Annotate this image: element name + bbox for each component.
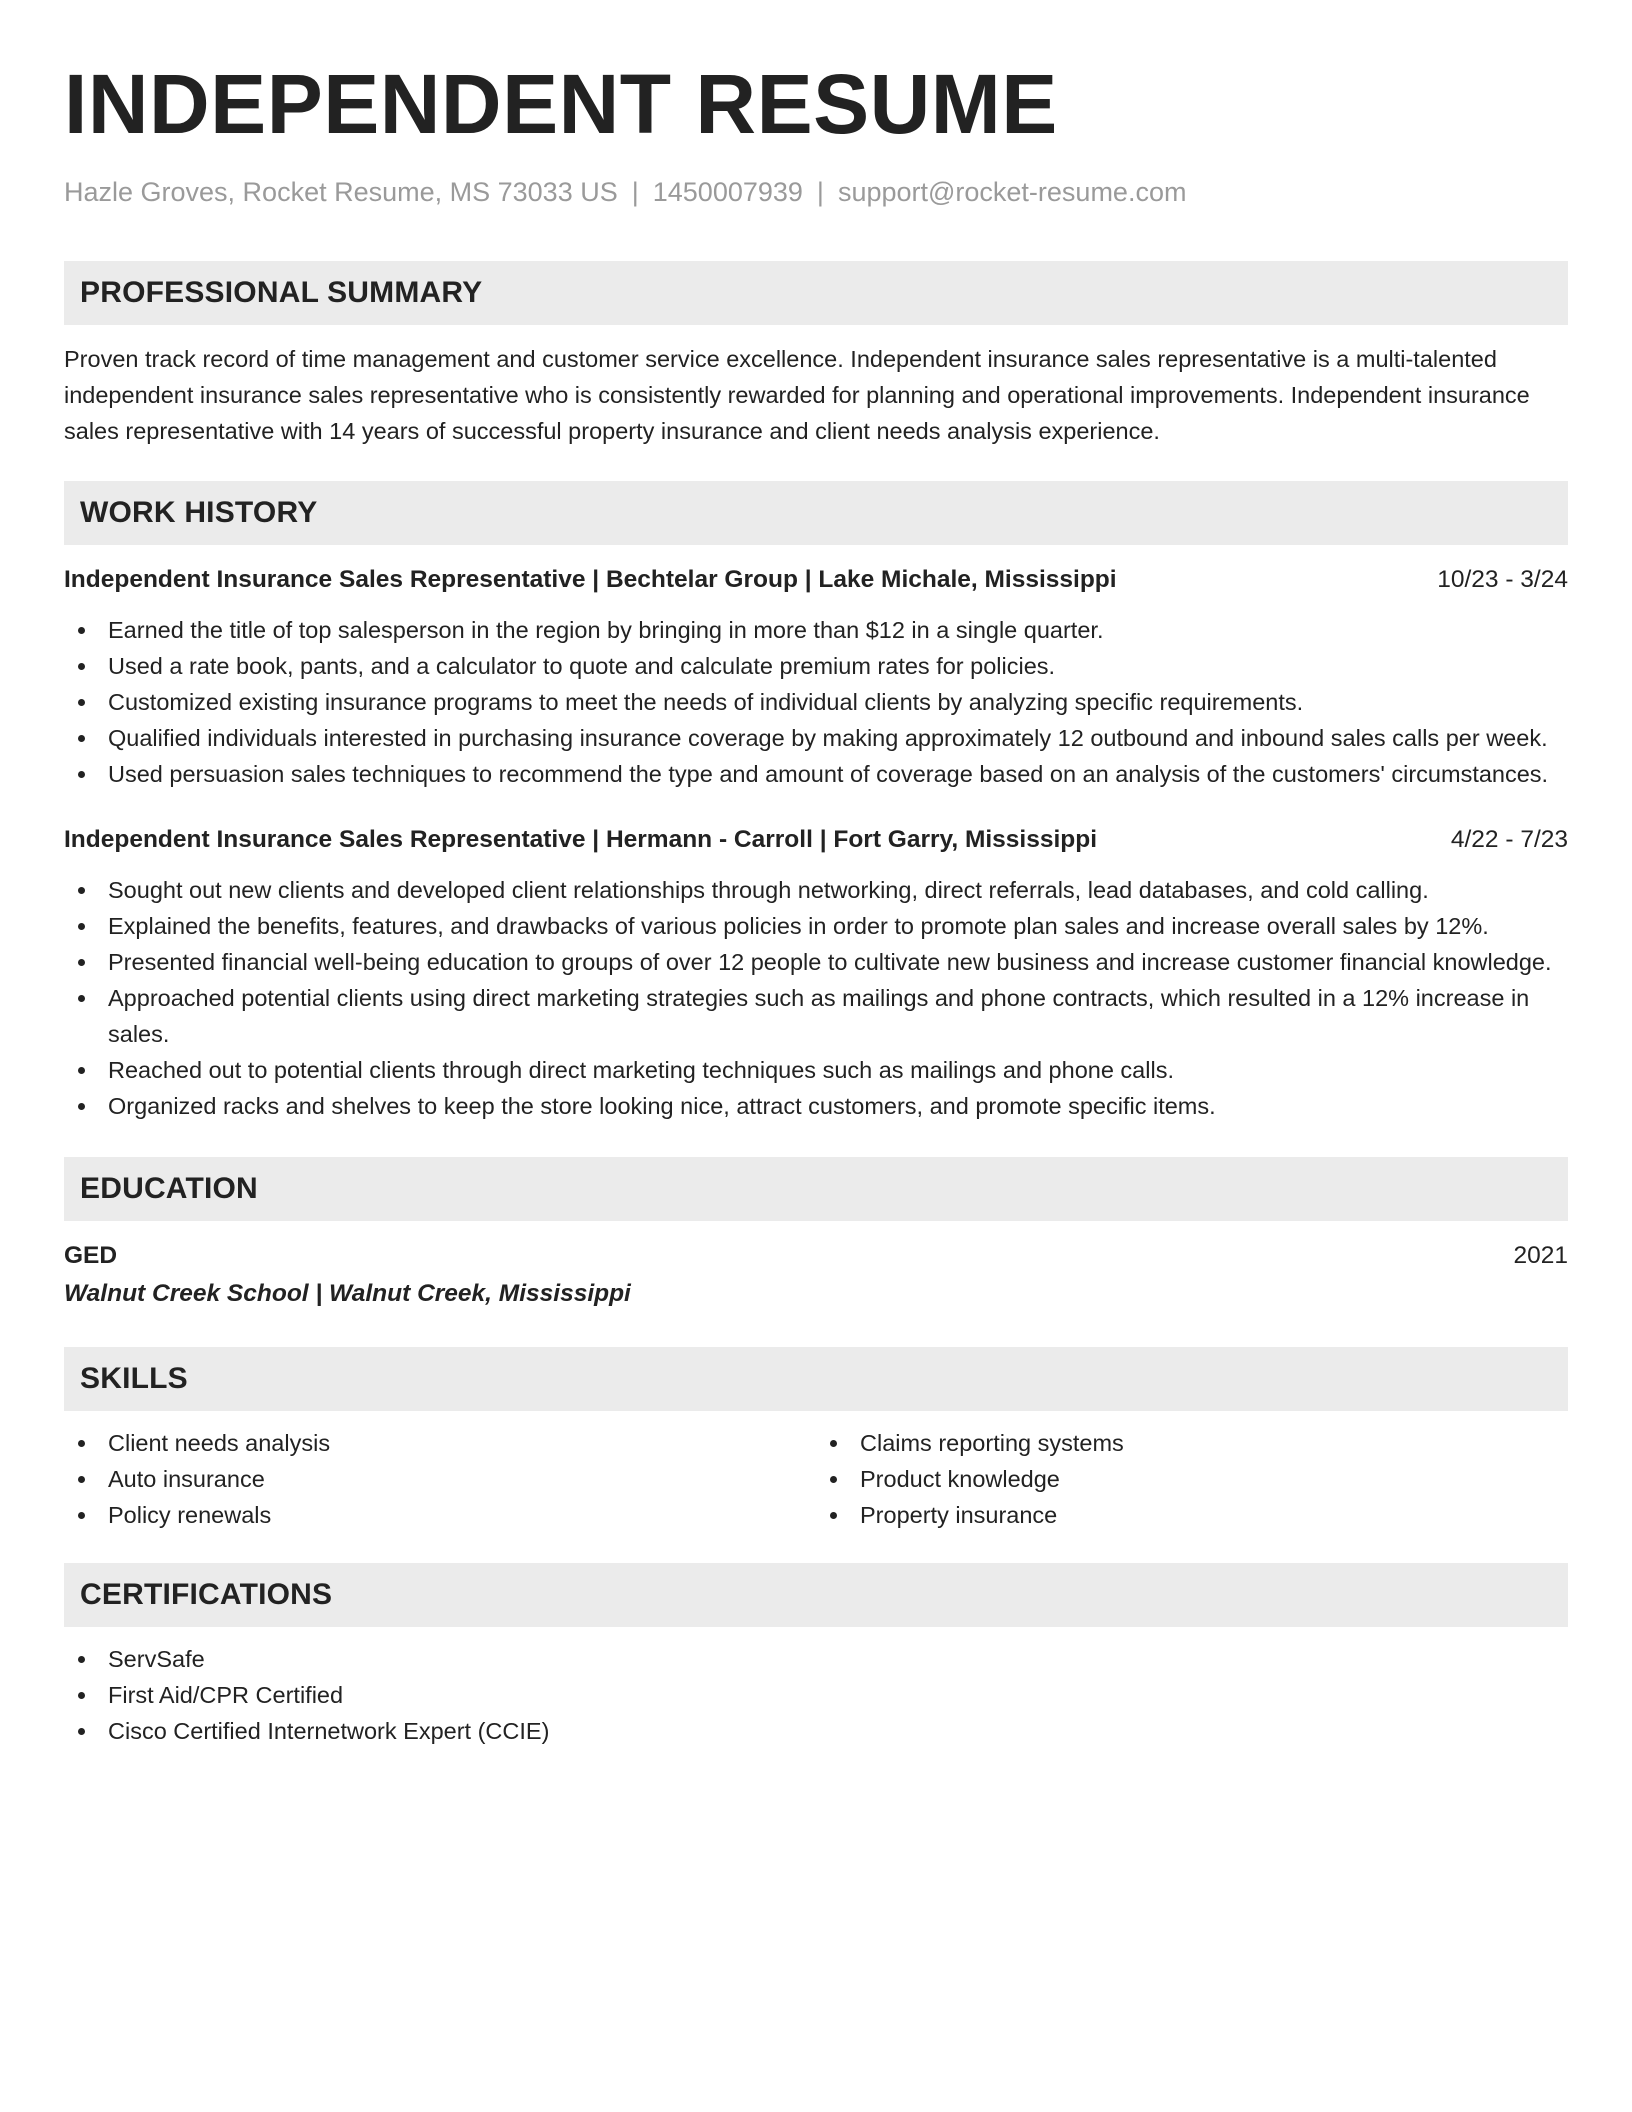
job-bullet-text: Approached potential clients using direct marketing strategies such as mailings and phone contracts, which resulted in a 12% increase in sales. bbox=[108, 985, 1530, 1047]
skill-item bbox=[816, 1497, 1568, 1533]
job-dates: 4/22 - 7/23 bbox=[1450, 826, 1568, 853]
education-year: 2021 bbox=[1513, 1242, 1568, 1269]
contact-phone: 1450007939 bbox=[652, 177, 803, 207]
skill-text: Claims reporting systems bbox=[860, 1430, 1124, 1456]
bullet-dot bbox=[78, 959, 85, 966]
education-header bbox=[64, 1238, 1568, 1274]
certifications-list bbox=[64, 1641, 1568, 1749]
skill-text: Client needs analysis bbox=[108, 1430, 331, 1456]
bullet-dot bbox=[78, 1728, 85, 1735]
job-entry bbox=[64, 822, 1568, 1124]
bullet-dot bbox=[830, 1476, 837, 1483]
job-bullet-text: Used a rate book, pants, and a calculator to quote and calculate premium rates for policies. bbox=[108, 653, 1056, 679]
bullet-dot bbox=[78, 995, 85, 1002]
certification-item bbox=[64, 1713, 1568, 1749]
job-bullet-text: Organized racks and shelves to keep the store looking nice, attract customers, and promote specific items. bbox=[108, 1093, 1216, 1119]
certification-text: Cisco Certified Internetwork Expert (CCIE) bbox=[108, 1718, 550, 1744]
bullet-dot bbox=[830, 1440, 837, 1447]
job-title-line: Independent Insurance Sales Representative | Bechtelar Group | Lake Michale, Mississippi bbox=[64, 566, 1117, 593]
skill-item bbox=[64, 1425, 816, 1461]
job-bullet bbox=[64, 612, 1568, 648]
bullet-dot bbox=[78, 735, 85, 742]
skill-text: Property insurance bbox=[860, 1502, 1058, 1528]
section-header-work-history: WORK HISTORY bbox=[64, 481, 1568, 545]
job-bullet-text: Presented financial well-being education to groups of over 12 people to cultivate new business and increase customer financial knowledge. bbox=[108, 949, 1552, 975]
job-bullet bbox=[64, 1052, 1568, 1088]
job-bullet bbox=[64, 684, 1568, 720]
job-bullet-text: Qualified individuals interested in purchasing insurance coverage by making approximately 12 outbound and inbound sales calls per week. bbox=[108, 725, 1548, 751]
job-bullet-text: Explained the benefits, features, and drawbacks of various policies in order to promote plan sales and increase overall sales by 12%. bbox=[108, 913, 1489, 939]
bullet-dot bbox=[78, 1656, 85, 1663]
contact-address: Hazle Groves, Rocket Resume, MS 73033 US bbox=[64, 177, 618, 207]
bullet-dot bbox=[78, 1103, 85, 1110]
job-bullet bbox=[64, 944, 1568, 980]
section-header-certifications: CERTIFICATIONS bbox=[64, 1563, 1568, 1627]
contact-line bbox=[64, 174, 1568, 210]
job-bullet bbox=[64, 980, 1568, 1052]
skill-item bbox=[816, 1461, 1568, 1497]
job-bullet bbox=[64, 872, 1568, 908]
job-bullets bbox=[64, 612, 1568, 792]
skills-column-left bbox=[64, 1425, 816, 1533]
job-bullet-text: Customized existing insurance programs to meet the needs of individual clients by analyzing specific requirements. bbox=[108, 689, 1304, 715]
skill-item bbox=[816, 1425, 1568, 1461]
certification-item bbox=[64, 1641, 1568, 1677]
job-title-line: Independent Insurance Sales Representative | Hermann - Carroll | Fort Garry, Mississippi bbox=[64, 826, 1098, 853]
job-bullet bbox=[64, 720, 1568, 756]
job-bullet-text: Used persuasion sales techniques to recommend the type and amount of coverage based on an analysis of the customers' circumstances. bbox=[108, 761, 1549, 787]
skills-list bbox=[64, 1425, 816, 1533]
skill-text: Product knowledge bbox=[860, 1466, 1060, 1492]
job-bullet-text: Earned the title of top salesperson in the region by bringing in more than $12 in a single quarter. bbox=[108, 617, 1104, 643]
job-bullets bbox=[64, 872, 1568, 1124]
bullet-dot bbox=[78, 887, 85, 894]
contact-email: support@rocket-resume.com bbox=[837, 177, 1187, 207]
certification-text: ServSafe bbox=[108, 1646, 205, 1672]
skills-column-right bbox=[816, 1425, 1568, 1533]
certification-text: First Aid/CPR Certified bbox=[108, 1682, 344, 1708]
bullet-dot bbox=[78, 1067, 85, 1074]
bullet-dot bbox=[78, 1692, 85, 1699]
skill-item bbox=[64, 1461, 816, 1497]
certification-item bbox=[64, 1677, 1568, 1713]
job-bullet-text: Reached out to potential clients through direct marketing techniques such as mailings and phone calls. bbox=[108, 1057, 1174, 1083]
bullet-dot bbox=[78, 1512, 85, 1519]
summary-text: Proven track record of time management and customer service excellence. Independent insurance sales representative is a multi-talented independent insurance sales representative who is consistently rewarded for planning and operational improvements. Independent insurance sales representative with 14 years of successful property insurance and client needs analysis experience. bbox=[64, 346, 1530, 444]
section-header-skills: SKILLS bbox=[64, 1347, 1568, 1411]
section-header-summary: PROFESSIONAL SUMMARY bbox=[64, 261, 1568, 325]
bullet-dot bbox=[78, 1476, 85, 1483]
contact-separator: | bbox=[816, 177, 824, 207]
bullet-dot bbox=[78, 1440, 85, 1447]
bullet-dot bbox=[78, 771, 85, 778]
section-header-education: EDUCATION bbox=[64, 1157, 1568, 1221]
skill-item bbox=[64, 1497, 816, 1533]
job-header bbox=[64, 562, 1568, 598]
education-degree: GED bbox=[64, 1242, 118, 1269]
bullet-dot bbox=[830, 1512, 837, 1519]
skills-grid bbox=[64, 1425, 1568, 1533]
bullet-dot bbox=[78, 699, 85, 706]
bullet-dot bbox=[78, 923, 85, 930]
skills-list bbox=[816, 1425, 1568, 1533]
job-dates: 10/23 - 3/24 bbox=[1437, 566, 1568, 593]
job-header bbox=[64, 822, 1568, 858]
skill-text: Auto insurance bbox=[108, 1466, 265, 1492]
bullet-dot bbox=[78, 663, 85, 670]
education-school: Walnut Creek School | Walnut Creek, Mississippi bbox=[64, 1280, 631, 1307]
bullet-dot bbox=[78, 627, 85, 634]
job-bullet bbox=[64, 756, 1568, 792]
job-bullet bbox=[64, 648, 1568, 684]
contact-separator: | bbox=[631, 177, 639, 207]
job-bullet-text: Sought out new clients and developed client relationships through networking, direct referrals, lead databases, and cold calling. bbox=[108, 877, 1429, 903]
resume-title: INDEPENDENT RESUME bbox=[64, 57, 1058, 151]
skill-text: Policy renewals bbox=[108, 1502, 272, 1528]
job-bullet bbox=[64, 1088, 1568, 1124]
job-bullet bbox=[64, 908, 1568, 944]
job-entry bbox=[64, 562, 1568, 792]
